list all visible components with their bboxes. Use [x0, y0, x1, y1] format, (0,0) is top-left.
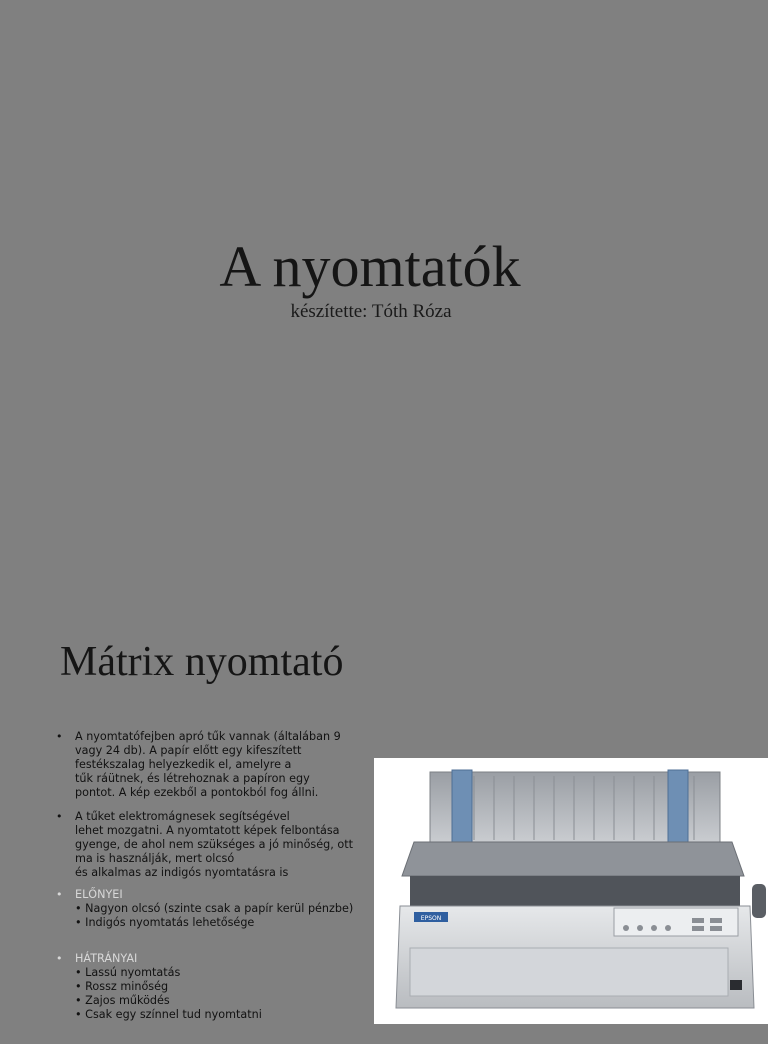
disadvantage-item: • Rossz minőség — [75, 980, 169, 993]
advantages-heading: ELŐNYEI — [75, 888, 123, 901]
presentation-subtitle: készítette: Tóth Róza — [290, 301, 452, 322]
list-item: • A nyomtatófejben apró tűk vannak (általában 9 vagy 24 db). A papír előtt egy kifeszített festékszalag helyezkedik el, amelyre a tűk ráütnek, és létrehoznak a papíron egy pontot. A kép ezekből a pontokból fog állni. — [56, 730, 341, 799]
bullet-dot-icon: • — [56, 810, 63, 823]
brand-label: EPSON — [420, 915, 442, 922]
advantages-section — [56, 888, 376, 930]
bullet-dot-icon: • — [56, 888, 63, 901]
bullet-dot-icon: • — [56, 730, 63, 743]
bullet-list — [56, 730, 376, 1044]
bullet-dot-icon: • — [56, 952, 63, 965]
disadvantage-item: • Zajos működés — [75, 994, 170, 1007]
dot-matrix-printer-icon — [374, 758, 768, 1024]
disadvantage-item: • Csak egy színnel tud nyomtatni — [75, 1008, 262, 1021]
disadvantages-section — [56, 952, 376, 1022]
advantage-item: • Nagyon olcsó (szinte csak a papír kerül pénzbe) — [75, 902, 354, 915]
disadvantage-item: • Lassú nyomtatás — [75, 966, 181, 979]
slide-title: Mátrix nyomtató — [60, 639, 344, 685]
presentation-title: A nyomtatók — [219, 234, 521, 299]
printer-image — [374, 758, 768, 1024]
list-item: • A tűket elektromágnesek segítségével lehet mozgatni. A nyomtatott képek felbontása gyenge, de ahol nem szükséges a jó minőség, ott ma is használják, mert olcsó és alkalmas az indigós nyomtatásra is — [56, 810, 353, 879]
advantage-item: • Indigós nyomtatás lehetősége — [75, 916, 255, 929]
disadvantages-heading: HÁTRÁNYAI — [75, 952, 138, 965]
